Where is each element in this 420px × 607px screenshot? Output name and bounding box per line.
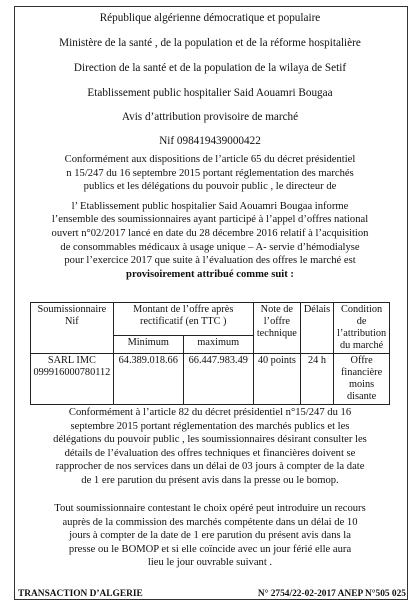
appeal-paragraph [24,502,396,570]
cell-condition: Offre financière moins disante [334,354,390,405]
para3-line: jours à compter de la date de 1 ere parution du présent avis dans la [69,530,351,542]
cell-delay: 24 h [300,354,333,405]
header-delay: Délais [300,303,333,354]
header-minimum: Minimum [113,335,183,353]
header-bidder: Soumissionnaire Nif [31,303,114,354]
para3-line: presse ou le BOMOP et si elle coïncide avec un jour férié elle aura [68,543,352,555]
publication-reference: N° 2754/22-02-2017 ANEP N°505 025 [257,589,406,599]
para3-line: lieu le jour ouvrable suivant . [147,557,273,569]
intro-line: publics et les délégations du pouvoir public , le directeur de [83,181,337,193]
para3-line: auprès de la commission des marchés compétente dans un délai de 10 [62,516,358,528]
cell-maximum: 66.447.983.49 [183,354,253,405]
table-row [31,354,390,405]
cell-score: 40 points [253,354,300,405]
intro-line: n 15/247 du 16 septembre 2015 portant réglementation des marchés [66,167,354,179]
para2-line: détails de l’évaluation des offres techniques et financières doivent se [64,447,356,459]
header-condition: Condition de l’attribution du marché [334,303,390,354]
intro-line: l’ Etablissement public hospitalier Said Aouamri Bougaa informe [71,200,349,212]
establishment-heading: Etablissement public hospitalier Said Aouamri Bougaa [87,87,333,99]
header-maximum: maximum [183,335,253,353]
country-heading: République algérienne démocratique et populaire [99,12,321,24]
nif-number: Nif 098419439000422 [159,135,261,147]
cell-minimum: 64.389.018.66 [113,354,183,405]
intro-line: ouvert n°02/2017 lancé en date du 28 décembre 2016 relatif à l’acquisition [51,227,369,239]
para2-line: rapprocher de nos services dans un délai de 03 jours à compter de la date [55,461,365,473]
para2-line: de 1 ere parution du présent avis dans la presse ou le bomop. [81,474,339,486]
table-header-row [31,303,390,336]
award-table [30,302,390,405]
intro-line: de consommables médicaux à usage unique – A- servie d’hémodialyse [60,241,360,253]
intro-line: l’ensemble des soumissionnaires ayant participé à l’appel d’offres national [51,214,369,226]
para2-line: septembre 2015 portant réglementation des marchés publics et les [70,420,350,432]
ministry-heading: Ministère de la santé , de la population et de la réforme hospitalière [59,37,361,49]
notice-title: Avis d’attribution provisoire de marché [121,111,299,123]
intro-line: pour l’exercice 2017 que suite à l’évaluation des offres le marché est [64,255,356,267]
consultation-paragraph [24,406,396,488]
header-amount: Montant de l’offre après rectificatif (en TTC ) [113,303,253,336]
para2-line: Conformément à l’article 82 du décret présidentiel n°15/247 du 16 [68,407,352,418]
intro-line: Conformément aux dispositions de l’article 65 du décret présidentiel [64,154,356,165]
intro-paragraph [24,153,396,281]
intro-last-line: provisoirement attribué comme suit : [126,268,294,280]
para2-line: délégations du pouvoir public , les soumissionnaires désirant consulter les [53,434,367,446]
cell-bidder: SARL IMC 099916000780112 [31,354,114,405]
para3-line: Tout soumissionnaire contestant le choix opéré peut introduire un recours [54,503,366,514]
direction-heading: Direction de la santé et de la population de la wilaya de Setif [73,62,347,74]
header-score: Note de l’offre technique [253,303,300,354]
publication-name: TRANSACTION D’ALGERIE [18,589,143,599]
